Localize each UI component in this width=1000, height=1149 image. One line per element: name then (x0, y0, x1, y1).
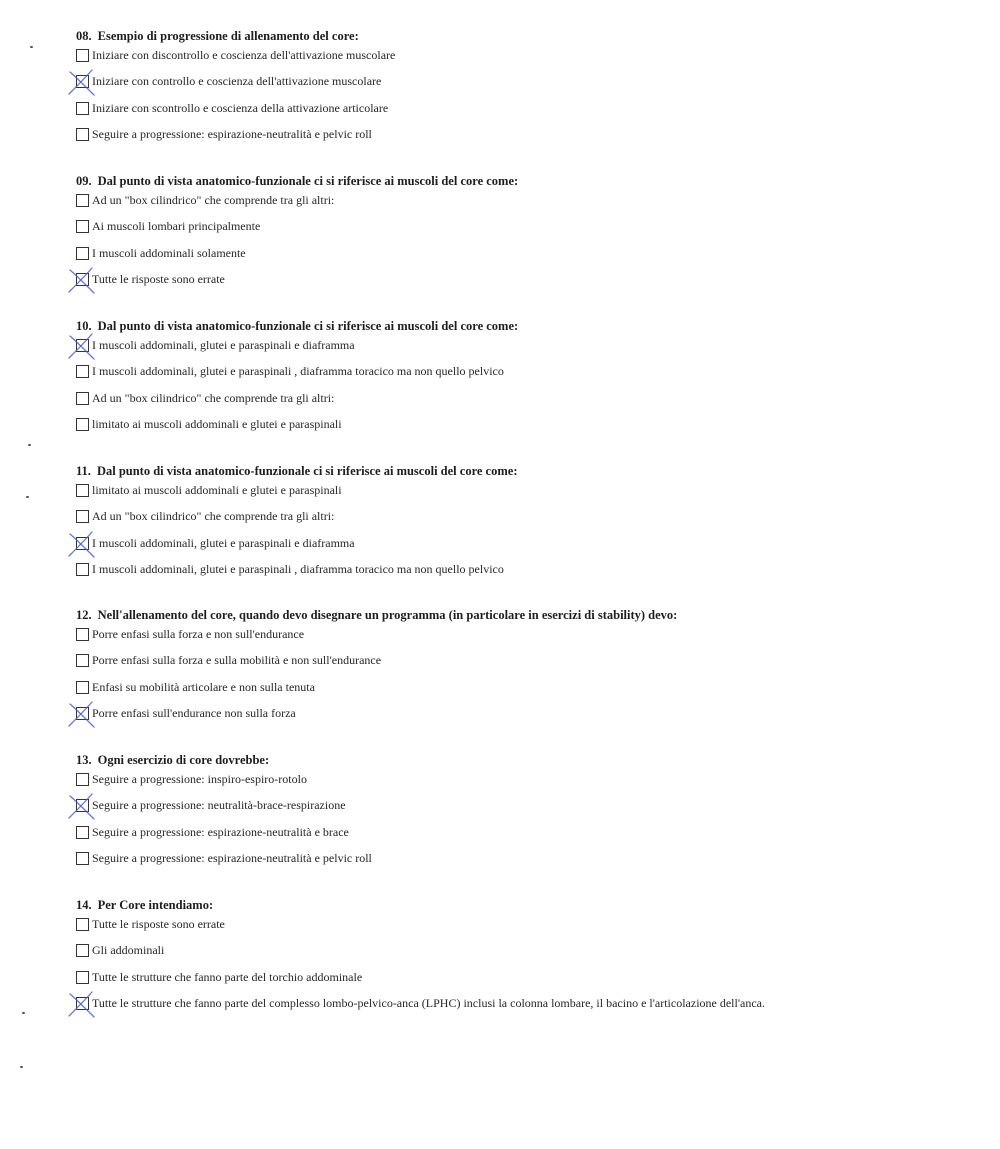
answer-checkbox[interactable] (76, 918, 89, 931)
answer-checkbox-checked[interactable] (76, 339, 89, 352)
answer-label: I muscoli addominali, glutei e paraspinali , diaframma toracico ma non quello pelvico (92, 364, 504, 379)
answer-checkbox[interactable] (76, 944, 89, 957)
answer-label: Ad un "box cilindrico" che comprende tra gli altri: (92, 509, 335, 524)
answer-checkbox-checked[interactable] (76, 273, 89, 286)
question-title (76, 173, 976, 189)
answer-checkbox[interactable] (76, 773, 89, 786)
answer-label: Tutte le risposte sono errate (92, 917, 225, 931)
answer-label: Tutte le risposte sono errate (92, 272, 225, 287)
answer-options (76, 192, 976, 298)
answer-option[interactable] (76, 652, 976, 678)
question-number: 10. (76, 319, 92, 333)
answer-checkbox[interactable] (76, 510, 89, 523)
answer-option[interactable] (76, 126, 976, 152)
answer-label: Gli addominali (92, 943, 165, 958)
answer-option[interactable] (76, 271, 976, 297)
question-number: 13. (76, 753, 92, 767)
answer-checkbox[interactable] (76, 194, 89, 207)
answer-label: I muscoli addominali, glutei e paraspinali e diaframma (92, 535, 355, 550)
answer-option[interactable] (76, 390, 976, 416)
question-text: Nell'allenamento del core, quando devo disegnare un programma (in particolare in esercizi di stability) devo: (97, 608, 678, 622)
question-number: 14. (76, 898, 92, 912)
answer-checkbox[interactable] (76, 365, 89, 378)
question-text: Per Core intendiamo: (97, 898, 214, 912)
answer-label: Tutte le strutture che fanno parte del complesso lombo-pelvico-anca (LPHC) inclusi la colonna lombare, il bacino e l'articolazione dell'anca. (92, 996, 765, 1011)
question-8 (76, 28, 976, 153)
answer-label: Porre enfasi sulla forza e sulla mobilità e non sull'endurance (92, 653, 382, 668)
answer-label: limitato ai muscoli addominali e glutei e paraspinali (92, 483, 342, 497)
answer-checkbox[interactable] (76, 971, 89, 984)
answer-label: Iniziare con scontrollo e coscienza della attivazione articolare (92, 100, 389, 115)
answer-option[interactable] (76, 969, 976, 995)
question-number: 09. (76, 174, 92, 188)
question-12 (76, 607, 976, 732)
question-title (76, 28, 976, 44)
question-11 (76, 463, 976, 588)
answer-option[interactable] (76, 73, 976, 99)
answer-checkbox[interactable] (76, 49, 89, 62)
answer-label: I muscoli addominali solamente (92, 245, 246, 260)
question-title (76, 752, 976, 768)
answer-label: Porre enfasi sull'endurance non sulla forza (92, 706, 296, 721)
scan-speck (22, 1012, 25, 1014)
answer-label: Iniziare con discontrollo e coscienza dell'attivazione muscolare (92, 48, 396, 62)
question-number: 12. (76, 608, 92, 622)
answer-options (76, 482, 976, 588)
answer-label: Seguire a progressione: inspiro-espiro-rotolo (92, 772, 307, 786)
answer-label: Tutte le strutture che fanno parte del torchio addominale (92, 969, 363, 984)
answer-label: Seguire a progressione: espirazione-neutralità e pelvic roll (92, 127, 372, 142)
question-title (76, 463, 976, 479)
answer-label: I muscoli addominali, glutei e paraspinali , diaframma toracico ma non quello pelvico (92, 562, 504, 577)
answer-label: Ad un "box cilindrico" che comprende tra gli altri: (92, 193, 335, 207)
answer-checkbox[interactable] (76, 128, 89, 141)
answer-checkbox[interactable] (76, 826, 89, 839)
answer-option[interactable] (76, 363, 976, 389)
answer-label: Enfasi su mobilità articolare e non sulla tenuta (92, 679, 315, 694)
answer-option[interactable] (76, 482, 976, 508)
answer-option[interactable] (76, 705, 976, 731)
answer-checkbox[interactable] (76, 563, 89, 576)
answer-options (76, 47, 976, 153)
answer-checkbox[interactable] (76, 852, 89, 865)
answer-label: Seguire a progressione: espirazione-neutralità e pelvic roll (92, 851, 372, 866)
answer-checkbox[interactable] (76, 392, 89, 405)
question-title (76, 897, 976, 913)
question-title (76, 318, 976, 334)
question-14 (76, 897, 976, 1022)
question-number: 11. (76, 464, 91, 478)
question-number: 08. (76, 29, 92, 43)
answer-option[interactable] (76, 995, 976, 1021)
answer-checkbox-checked[interactable] (76, 537, 89, 550)
answer-option[interactable] (76, 771, 976, 797)
answer-checkbox-checked[interactable] (76, 997, 89, 1010)
answer-option[interactable] (76, 535, 976, 561)
answer-options (76, 626, 976, 732)
answer-label: Ai muscoli lombari principalmente (92, 219, 261, 234)
question-title (76, 607, 976, 623)
answer-option[interactable] (76, 850, 976, 876)
answer-option[interactable] (76, 337, 976, 363)
answer-option[interactable] (76, 218, 976, 244)
answer-option[interactable] (76, 100, 976, 126)
question-13 (76, 752, 976, 877)
answer-label: Iniziare con controllo e coscienza dell'attivazione muscolare (92, 74, 382, 89)
answer-options (76, 916, 976, 1022)
answer-option[interactable] (76, 824, 976, 850)
answer-checkbox[interactable] (76, 102, 89, 115)
answer-label: I muscoli addominali, glutei e paraspinali e diaframma (92, 338, 355, 352)
question-10 (76, 318, 976, 443)
scan-speck (26, 496, 29, 498)
answer-checkbox-checked[interactable] (76, 75, 89, 88)
answer-label: limitato ai muscoli addominali e glutei e paraspinali (92, 417, 342, 432)
answer-option[interactable] (76, 679, 976, 705)
answer-checkbox[interactable] (76, 484, 89, 497)
answer-checkbox-checked[interactable] (76, 707, 89, 720)
answer-option[interactable] (76, 245, 976, 271)
question-text: Dal punto di vista anatomico-funzionale ci si riferisce ai muscoli del core come: (97, 174, 519, 188)
answer-checkbox[interactable] (76, 654, 89, 667)
answer-checkbox-checked[interactable] (76, 799, 89, 812)
answer-label: Seguire a progressione: espirazione-neutralità e brace (92, 824, 349, 839)
answer-checkbox[interactable] (76, 681, 89, 694)
answer-label: Seguire a progressione: neutralità-brace-respirazione (92, 798, 346, 813)
scan-speck (30, 46, 33, 48)
answer-option[interactable] (76, 916, 976, 942)
answer-option[interactable] (76, 192, 976, 218)
question-9 (76, 173, 976, 298)
answer-option[interactable] (76, 797, 976, 823)
answer-checkbox[interactable] (76, 220, 89, 233)
answer-option[interactable] (76, 626, 976, 652)
answer-checkbox[interactable] (76, 628, 89, 641)
answer-checkbox[interactable] (76, 247, 89, 260)
answer-option[interactable] (76, 508, 976, 534)
answer-label: Ad un "box cilindrico" che comprende tra gli altri: (92, 390, 335, 405)
scan-speck (20, 1066, 23, 1068)
question-text: Esempio di progressione di allenamento del core: (97, 29, 359, 43)
answer-label: Porre enfasi sulla forza e non sull'endurance (92, 627, 305, 641)
scan-speck (28, 444, 31, 446)
answer-option[interactable] (76, 942, 976, 968)
answer-options (76, 771, 976, 877)
question-text: Dal punto di vista anatomico-funzionale ci si riferisce ai muscoli del core come: (97, 319, 519, 333)
question-text: Dal punto di vista anatomico-funzionale ci si riferisce ai muscoli del core come: (96, 464, 518, 478)
answer-option[interactable] (76, 561, 976, 587)
answer-option[interactable] (76, 47, 976, 73)
question-text: Ogni esercizio di core dovrebbe: (97, 753, 270, 767)
answer-option[interactable] (76, 416, 976, 442)
answer-options (76, 337, 976, 443)
answer-checkbox[interactable] (76, 418, 89, 431)
